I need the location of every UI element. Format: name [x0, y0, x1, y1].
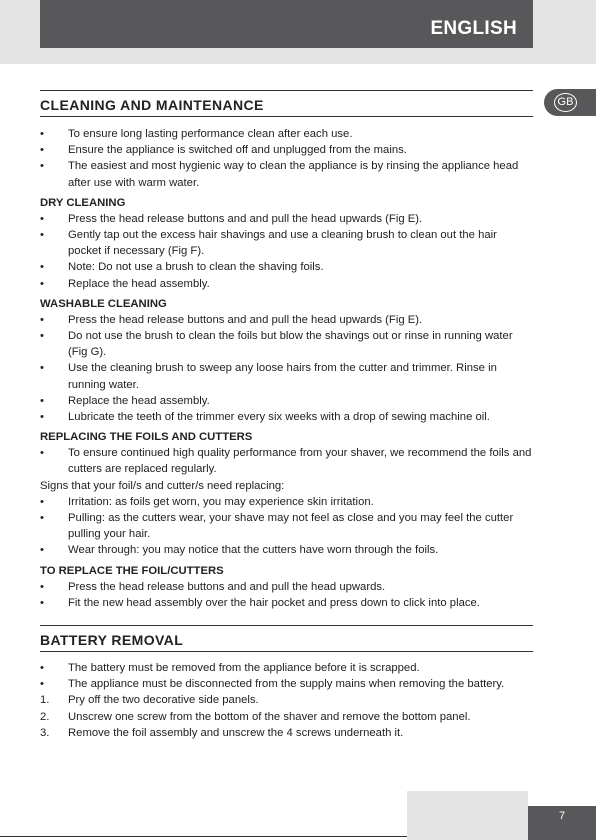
battery-steps-list [40, 692, 533, 741]
cleaning-intro-list [40, 126, 533, 191]
list-item [40, 709, 533, 725]
subheading-washable-cleaning: WASHABLE CLEANING [40, 297, 167, 310]
list-item: • Note: Do not use a brush to clean the shaving foils. [40, 259, 533, 275]
list-item [40, 725, 533, 741]
list-item: • To ensure long lasting performance clean after each use. [40, 126, 533, 142]
subheading-replace-foil: TO REPLACE THE FOIL/CUTTERS [40, 564, 224, 577]
subheading-replacing-foils: REPLACING THE FOILS AND CUTTERS [40, 431, 253, 444]
step-number: 2. [40, 710, 50, 723]
list-item: • Use the cleaning brush to sweep any loose hairs from the cutter and trimmer. Rinse in running water. [40, 360, 533, 392]
signs-list [40, 494, 533, 559]
list-item: • Replace the head assembly. [40, 276, 533, 292]
page-content [40, 90, 533, 741]
list-item: • The easiest and most hygienic way to clean the appliance is by rinsing the appliance head after use with warm water. [40, 158, 533, 190]
language-header [40, 0, 533, 48]
list-item: • Replace the head assembly. [40, 393, 533, 409]
list-item: • Pulling: as the cutters wear, your shave may not feel as close and you may feel the cutter pulling your hair. [40, 510, 533, 542]
language-title: ENGLISH [430, 18, 517, 39]
list-item: • Wear through: you may notice that the cutters have worn through the foils. [40, 542, 533, 558]
section-title-cleaning: CLEANING AND MAINTENANCE [40, 90, 533, 117]
dry-cleaning-list [40, 211, 533, 292]
signs-intro: Signs that your foil/s and cutter/s need replacing: [40, 479, 285, 492]
list-item: • The battery must be removed from the appliance before it is scrapped. [40, 660, 533, 676]
footer-band [407, 791, 528, 840]
step-number: 3. [40, 726, 50, 739]
replace-list [40, 579, 533, 611]
gb-badge [544, 89, 596, 116]
step-text: Unscrew one screw from the bottom of the shaver and remove the bottom panel. [68, 710, 471, 723]
list-item: • Irritation: as foils get worn, you may experience skin irritation. [40, 494, 533, 510]
list-item: • Gently tap out the excess hair shavings and use a cleaning brush to clean out the hair pocket if necessary (Fig F). [40, 227, 533, 259]
subheading-dry-cleaning: DRY CLEANING [40, 196, 126, 209]
list-item: • The appliance must be disconnected from the supply mains when removing the battery. [40, 676, 533, 692]
battery-bullet-list [40, 660, 533, 692]
list-item: • Do not use the brush to clean the foils but blow the shavings out or rinse in running water (Fig G). [40, 328, 533, 360]
list-item [40, 692, 533, 708]
list-item: • Fit the new head assembly over the hair pocket and press down to click into place. [40, 595, 533, 611]
list-item: • Ensure the appliance is switched off and unplugged from the mains. [40, 142, 533, 158]
page-number: 7 [558, 810, 566, 822]
replacing-list [40, 445, 533, 477]
list-item: • Press the head release buttons and and pull the head upwards (Fig E). [40, 312, 533, 328]
step-number: 1. [40, 694, 50, 707]
list-item: • To ensure continued high quality performance from your shaver, we recommend the foils and cutters are replaced regularly. [40, 445, 533, 477]
step-text: Pry off the two decorative side panels. [68, 694, 259, 707]
list-item: • Press the head release buttons and and pull the head upwards. [40, 579, 533, 595]
list-item: • Press the head release buttons and and pull the head upwards (Fig E). [40, 211, 533, 227]
footer-rule [0, 836, 407, 837]
step-text: Remove the foil assembly and unscrew the 4 screws underneath it. [68, 726, 404, 739]
gb-badge-label: GB [554, 93, 577, 112]
washable-cleaning-list [40, 312, 533, 425]
page-number-box [528, 806, 596, 840]
list-item: • Lubricate the teeth of the trimmer every six weeks with a drop of sewing machine oil. [40, 409, 533, 425]
section-title-battery: BATTERY REMOVAL [40, 625, 533, 652]
